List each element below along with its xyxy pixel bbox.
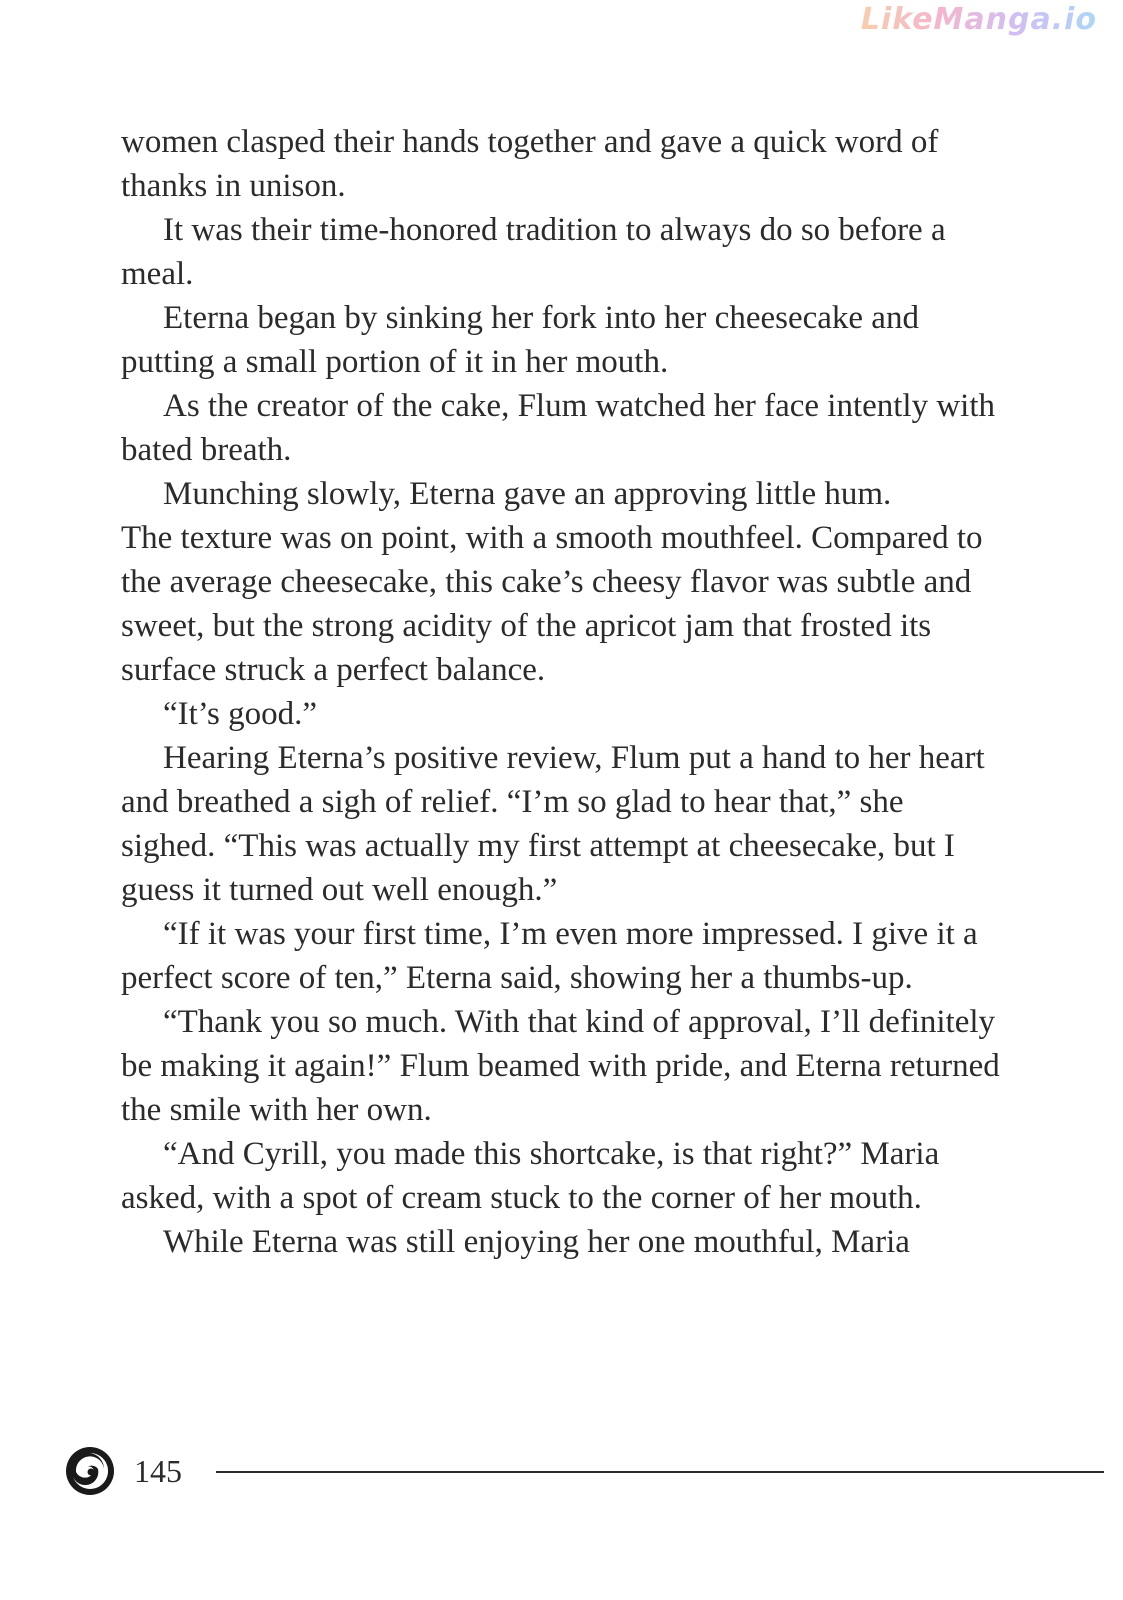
paragraph: Eterna began by sinking her fork into her cheesecake and putting a small portion of it in her mouth. <box>121 300 919 380</box>
paragraph: “And Cyrill, you made this shortcake, is that right?” Maria asked, with a spot of cream stuck to the corner of her mouth. <box>121 1136 940 1216</box>
paragraph: The texture was on point, with a smooth mouthfeel. Compared to the average cheesecake, this cake’s cheesy flavor was subtle and sweet, but the strong acidity of the apricot jam that frosted its surface struck a perfect balance. <box>121 520 983 688</box>
paragraph: “If it was your first time, I’m even more impressed. I give it a perfect score of ten,” Eterna said, showing her a thumbs-up. <box>121 916 978 996</box>
paragraph: “It’s good.” <box>163 696 317 732</box>
site-watermark: LikeManga.io <box>860 2 1097 37</box>
body-text <box>121 120 1001 1264</box>
paragraph: While Eterna was still enjoying her one mouthful, Maria <box>163 1224 910 1260</box>
paragraph: It was their time-honored tradition to always do so before a meal. <box>121 212 946 292</box>
paragraph: “Thank you so much. With that kind of approval, I’ll definitely be making it again!” Flum beamed with pride, and Eterna returned the smile with her own. <box>121 1004 1000 1128</box>
footer-rule <box>216 1471 1104 1473</box>
paragraph: Munching slowly, Eterna gave an approving little hum. <box>163 476 892 512</box>
paragraph: women clasped their hands together and gave a quick word of thanks in unison. <box>121 124 939 204</box>
swirl-icon <box>64 1445 116 1497</box>
paragraph: Hearing Eterna’s positive review, Flum put a hand to her heart and breathed a sigh of relief. “I’m so glad to hear that,” she sighed. “This was actually my first attempt at cheesecake, but I guess it turned out well enough.” <box>121 740 985 908</box>
paragraph: As the creator of the cake, Flum watched her face intently with bated breath. <box>121 388 996 468</box>
page-footer <box>64 1445 1104 1501</box>
page-number: 145 <box>134 1453 182 1489</box>
